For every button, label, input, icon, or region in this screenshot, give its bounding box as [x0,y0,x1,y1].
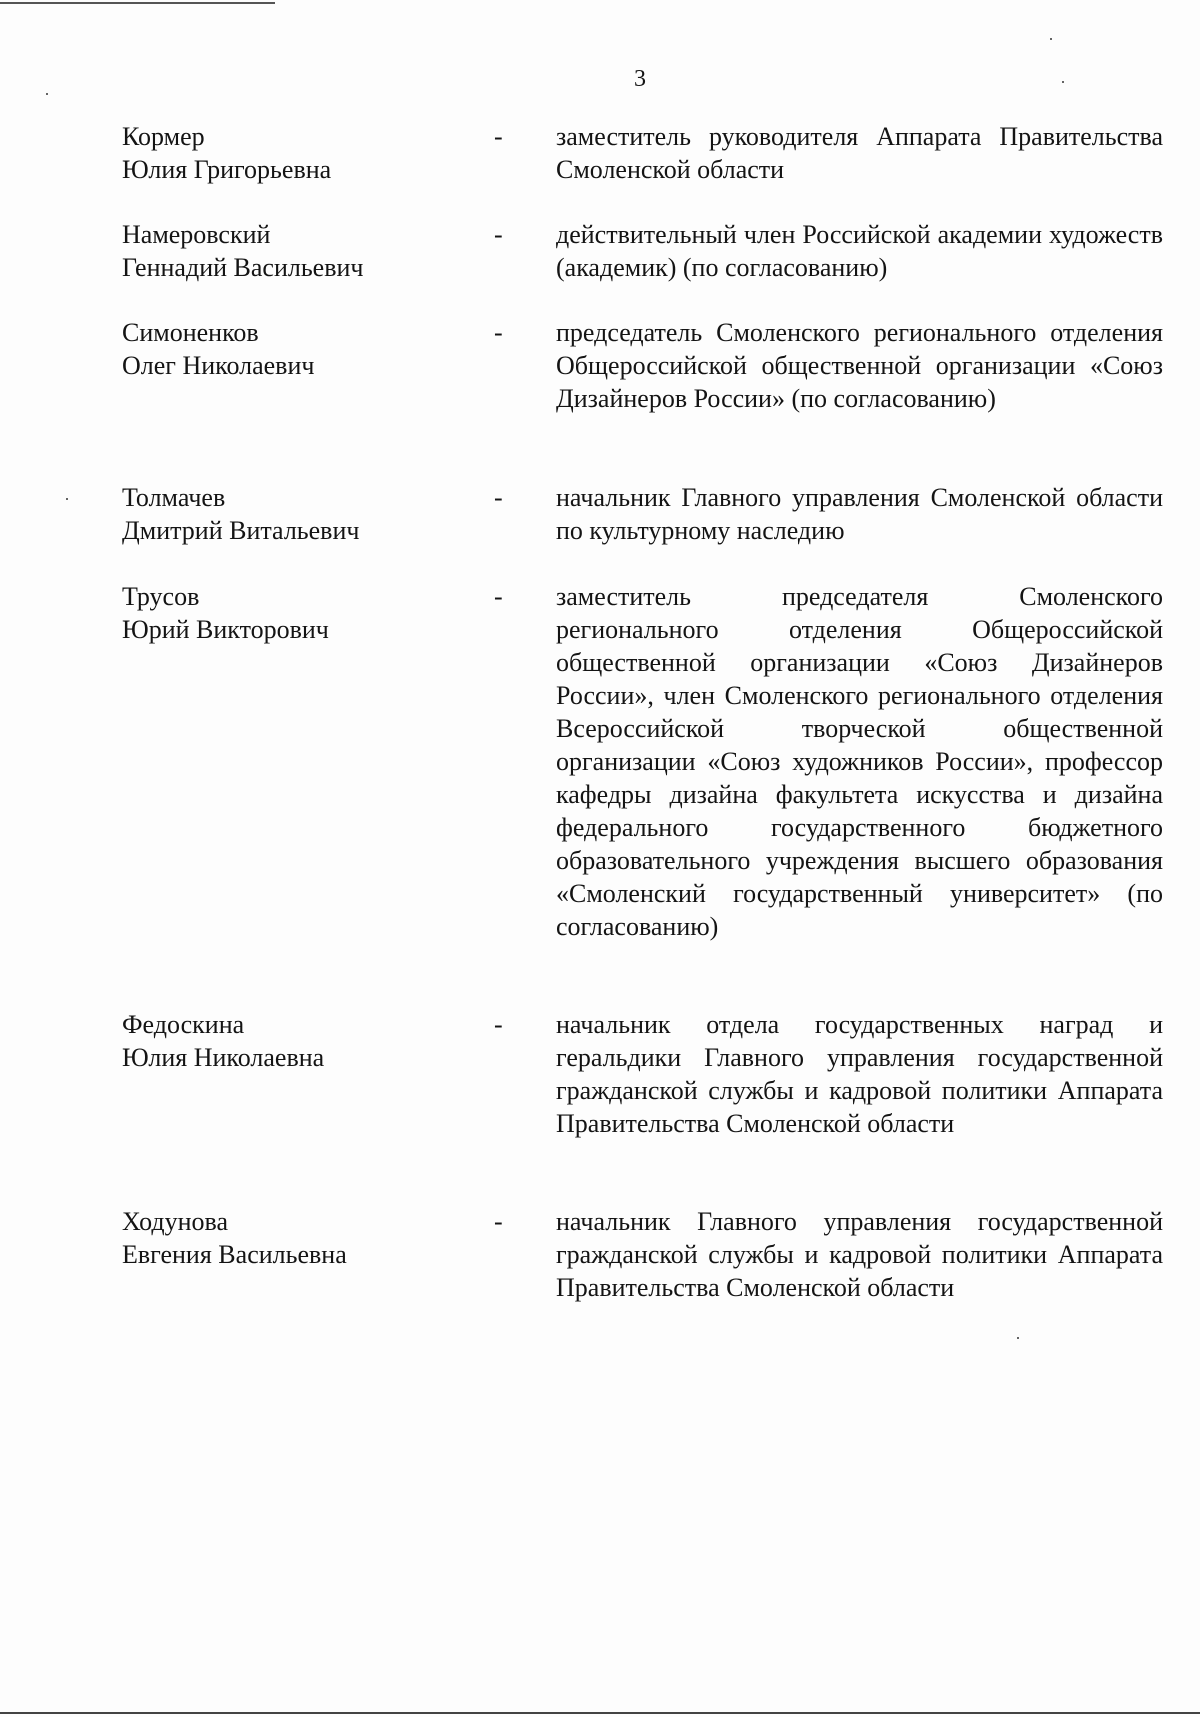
member-surname: Трусов [122,582,200,611]
member-surname: Кормер [122,122,205,151]
member-surname: Ходунова [122,1207,229,1236]
member-given-names: Олег Николаевич [122,351,315,380]
member-position: действительный член Российской академии художеств (академик) (по согласованию) [556,220,1163,282]
member-surname: Толмачев [122,483,226,512]
member-given-names: Геннадий Васильевич [122,253,364,282]
separator-dash: - [494,582,503,611]
member-position: заместитель руководителя Аппарата Правительства Смоленской области [556,122,1163,184]
separator-dash: - [494,318,503,347]
scan-edge-line-bottom [0,1712,1200,1714]
member-name [122,218,452,284]
separator-dash: - [494,1207,503,1236]
member-surname: Федоскина [122,1010,245,1039]
member-position: заместитель председателя Смоленского регионального отделения Общероссийской общественной организации «Союз Дизайнеров России», член Смоленского регионального отделения Всероссийской творческой общественной организации «Союз художников России», профессор кафедры дизайна факультета искусства и дизайна федерального государственного бюджетного образовательного учреждения высшего образования «Смоленский государственный университет» (по согласованию) [556,582,1163,941]
member-surname: Симоненков [122,318,259,347]
member-name [122,1008,452,1074]
member-name [122,1205,452,1271]
scan-speck [66,498,68,500]
separator-dash: - [494,483,503,512]
separator-dash: - [494,1010,503,1039]
member-position: начальник отдела государственных наград и геральдики Главного управления государственной гражданской службы и кадровой политики Аппарата Правительства Смоленской области [556,1010,1163,1138]
member-given-names: Юлия Николаевна [122,1043,325,1072]
member-given-names: Юлия Григорьевна [122,155,332,184]
member-position: начальник Главного управления Смоленской области по культурному наследию [556,483,1163,545]
member-name [122,316,452,382]
member-name [122,580,452,646]
page-number: 3 [634,66,646,92]
member-name [122,481,452,547]
member-given-names: Евгения Васильевна [122,1240,347,1269]
scan-speck [1050,38,1052,40]
scan-speck [46,93,48,95]
member-given-names: Дмитрий Витальевич [122,516,360,545]
member-given-names: Юрий Викторович [122,615,329,644]
scan-edge-line-top [0,2,275,4]
member-name [122,120,452,186]
scan-speck [1017,1337,1019,1339]
member-surname: Намеровский [122,220,271,249]
member-position: начальник Главного управления государственной гражданской службы и кадровой политики Аппарата Правительства Смоленской области [556,1207,1163,1302]
separator-dash: - [494,220,503,249]
separator-dash: - [494,122,503,151]
member-position: председатель Смоленского регионального отделения Общероссийской общественной организации «Союз Дизайнеров России» (по согласованию) [556,318,1163,413]
